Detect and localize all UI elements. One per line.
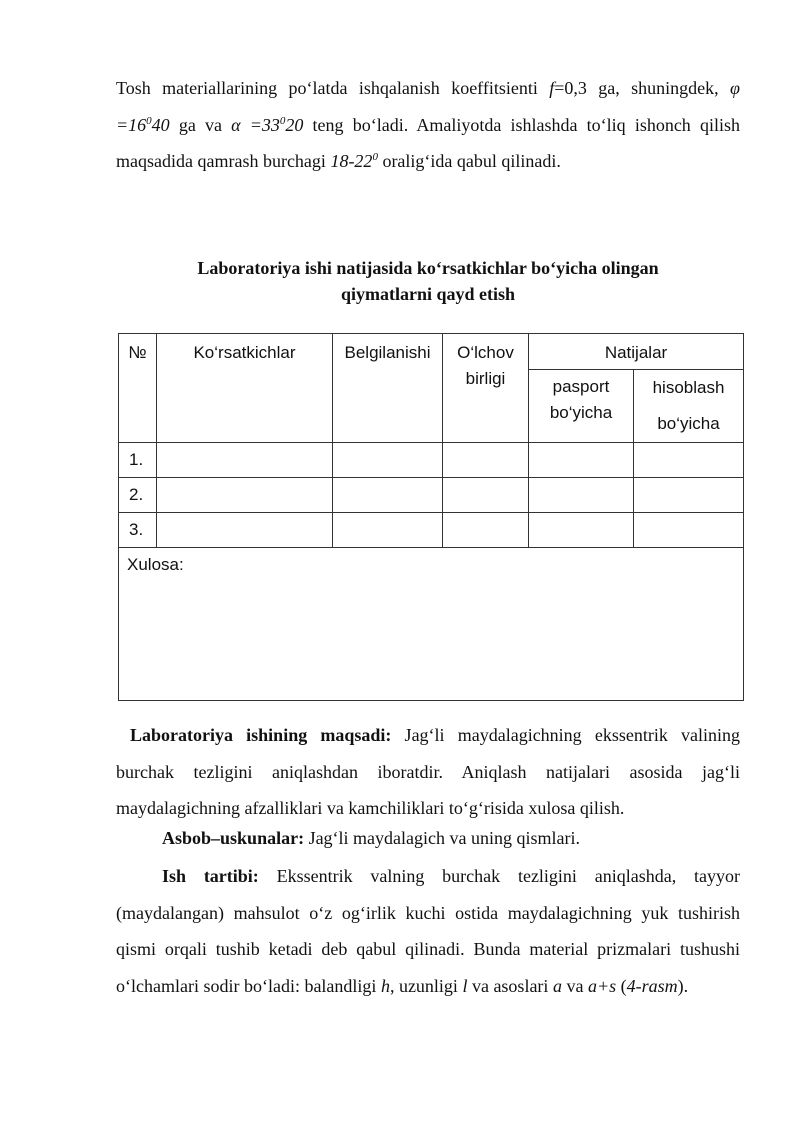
table-cell xyxy=(443,478,529,513)
degree-superscript: 0 xyxy=(372,151,378,163)
height-symbol: h xyxy=(380,975,390,996)
purpose-paragraph xyxy=(116,717,740,827)
table-cell xyxy=(634,443,744,478)
purpose-text: Jag‘li maydalagichning ekssentrik valining burchak tezligini aniqlashdan iboratdir. Aniqlash natijalari asosida jag‘li maydalagichning afzalliklari va kamchiliklari to‘g‘risida xulosa qilish. xyxy=(116,725,740,818)
conclusion-cell: Xulosa: xyxy=(119,548,744,701)
intro-text: ga va xyxy=(169,114,232,135)
table-cell xyxy=(157,478,333,513)
header-indicators: Ko‘rsatkichlar xyxy=(157,334,333,443)
table-cell xyxy=(443,513,529,548)
header-unit: O‘lchov birligi xyxy=(443,334,529,443)
results-table xyxy=(118,333,744,701)
equipment-text: Jag‘li maydalagich va uning qismlari. xyxy=(304,828,580,848)
equipment-paragraph xyxy=(116,820,740,857)
alpha-value: $\alpha =33^020$ xyxy=(231,114,304,135)
phi-value: $\varphi =16^040$ xyxy=(116,78,741,135)
intro-paragraph xyxy=(116,70,740,180)
table-cell xyxy=(529,478,634,513)
table-row xyxy=(119,443,744,478)
table-cell xyxy=(634,513,744,548)
degree-superscript: 0 xyxy=(279,114,286,127)
table-row xyxy=(119,478,744,513)
intro-text: Tosh materiallarining po‘latda ishqalanish koeffitsienti xyxy=(116,78,550,98)
table-row xyxy=(119,513,744,548)
header-notation: Belgilanishi xyxy=(333,334,443,443)
friction-symbol: f xyxy=(549,78,555,98)
header-passport: pasport bo‘yicha xyxy=(529,370,634,443)
table-cell xyxy=(634,478,744,513)
header-results: Natijalar xyxy=(529,334,744,370)
figure-reference: 4-rasm xyxy=(626,975,678,996)
table-cell xyxy=(157,443,333,478)
angle-range: $18-22^0$ xyxy=(330,151,378,171)
row-number: 2. xyxy=(119,478,157,513)
table-cell xyxy=(443,443,529,478)
header-calculation: hisoblash bo‘yicha xyxy=(634,370,744,443)
procedure-label: Ish tartibi: xyxy=(162,866,259,886)
table-cell xyxy=(529,443,634,478)
table-title-line: Laboratoriya ishi natijasida ko‘rsatkichlar bo‘yicha olingan xyxy=(197,258,659,278)
table-title xyxy=(116,255,740,307)
length-symbol: l xyxy=(462,975,468,996)
intro-text: teng bo‘ladi. Amaliyotda ishlashda to‘liq ishonch qilish maqsadida qamrash burchagi xyxy=(116,114,740,171)
degree-superscript: 0 xyxy=(146,114,152,127)
base-symbol: a xyxy=(552,975,562,996)
purpose-label: Laboratoriya ishining maqsadi: xyxy=(130,725,392,745)
header-number: № xyxy=(119,334,157,443)
table-cell xyxy=(529,513,634,548)
equipment-label: Asbob–uskunalar: xyxy=(162,828,305,848)
table-cell xyxy=(333,513,443,548)
intro-text: =0,3 ga, shuningdek, xyxy=(554,78,731,98)
row-number: 1. xyxy=(119,443,157,478)
row-number: 3. xyxy=(119,513,157,548)
procedure-paragraph: Ish tartibi: Ekssentrik valning burchak tezligini aniqlashda, tayyor (maydalangan) mahsulot o‘z og‘irlik kuchi ostida maydalagichning yuk tushirish qismi orqali tushib ketadi deb qabul qilinadi. Bunda material prizmalari tushushi o‘lchamlari sodir bo‘ladi: balandligi h, uzunligi l va asoslari a va a+s (4-rasm). xyxy=(116,866,740,996)
intro-text: oralig‘ida qabul qilinadi. xyxy=(377,151,561,171)
table-title-line: qiymatlarni qayd etish xyxy=(340,284,516,304)
base-sum-symbol: a+s xyxy=(587,975,617,996)
table-cell xyxy=(333,443,443,478)
table-cell xyxy=(333,478,443,513)
table-cell xyxy=(157,513,333,548)
